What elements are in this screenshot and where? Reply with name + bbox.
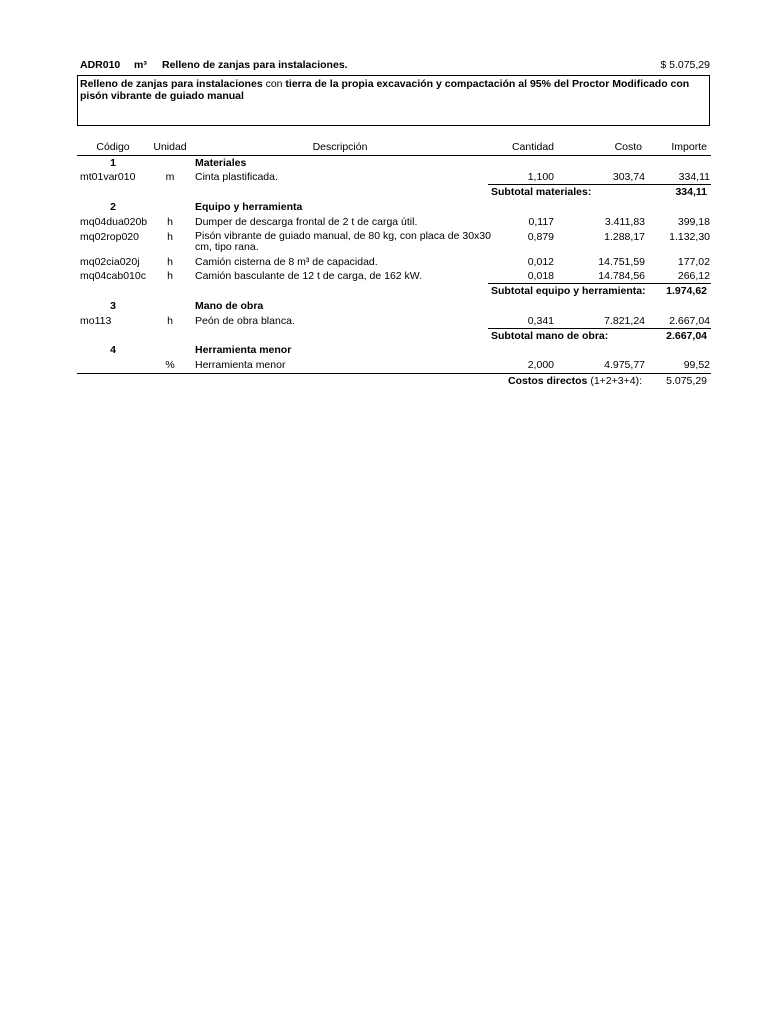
table-bottom-divider: [77, 373, 711, 374]
row-unidad: %: [165, 359, 175, 371]
row-codigo: mo113: [80, 315, 112, 327]
section-title: Materiales: [195, 157, 247, 169]
row-unidad: h: [167, 315, 173, 327]
row-codigo: mq04dua020b: [80, 216, 148, 228]
subtotal-label: Subtotal mano de obra:: [491, 330, 609, 342]
row-importe: 399,18: [677, 216, 710, 228]
row-costo: 7.821,24: [604, 315, 645, 327]
row-unidad: h: [167, 256, 173, 268]
item-price: $ 5.075,29: [660, 59, 710, 71]
subtotal-value: 334,11: [675, 186, 707, 198]
description-title: Relleno de zanjas para instalaciones: [80, 78, 263, 90]
description-connector: con: [262, 78, 286, 90]
subtotal-divider: [488, 184, 711, 185]
row-costo: 14.751,59: [598, 256, 645, 268]
row-descripcion: Pisón vibrante de guiado manual, de 80 kg, con placa de 30x30 cm, tipo rana.: [195, 230, 491, 253]
row-unidad: h: [167, 231, 173, 243]
row-cantidad: 1,100: [527, 171, 554, 183]
column-header-descripcion: Descripción: [312, 141, 368, 153]
row-importe: 1.132,30: [669, 231, 710, 243]
item-code: ADR010: [80, 59, 121, 71]
total-value: 5.075,29: [666, 375, 707, 387]
description-body: tierra de la propia excavación y compactación al 95% del Proctor Modificado con pisón vibrante de guiado manual: [80, 78, 690, 102]
row-descripcion: Herramienta menor: [195, 359, 286, 371]
row-descripcion: Camión basculante de 12 t de carga, de 162 kW.: [195, 270, 423, 282]
row-cantidad: 0,341: [527, 315, 554, 327]
row-unidad: m: [165, 171, 175, 183]
row-codigo: mq02cia020j: [80, 256, 140, 268]
row-descripcion: Camión cisterna de 8 m³ de capacidad.: [195, 256, 378, 268]
row-codigo: mt01var010: [80, 171, 136, 183]
row-cantidad: 0,117: [528, 216, 554, 228]
section-number: 3: [110, 300, 116, 312]
item-title: Relleno de zanjas para instalaciones.: [162, 59, 348, 71]
column-header-costo: Costo: [614, 141, 642, 153]
row-costo: 3.411,83: [604, 216, 645, 228]
section-title: Equipo y herramienta: [195, 201, 303, 213]
row-unidad: h: [167, 216, 173, 228]
row-costo: 1.288,17: [604, 231, 645, 243]
row-importe: 177,02: [677, 256, 710, 268]
row-importe: 2.667,04: [669, 315, 710, 327]
section-title: Mano de obra: [195, 300, 264, 312]
section-number: 2: [110, 201, 116, 213]
row-cantidad: 0,018: [527, 270, 554, 282]
subtotal-divider: [488, 283, 711, 284]
subtotal-divider: [488, 328, 711, 329]
column-header-codigo: Código: [96, 141, 130, 153]
column-header-cantidad: Cantidad: [511, 141, 554, 153]
item-unit: m³: [134, 59, 147, 71]
row-costo: 14.784,56: [598, 270, 645, 282]
row-codigo: mq04cab010c: [80, 270, 146, 282]
total-formula: (1+2+3+4):: [587, 375, 642, 387]
row-codigo: mq02rop020: [80, 231, 139, 243]
row-cantidad: 0,012: [527, 256, 554, 268]
row-descripcion: Peón de obra blanca.: [195, 315, 295, 327]
description-box: [77, 75, 710, 126]
column-header-unidad: Unidad: [153, 141, 187, 153]
row-importe: 334,11: [678, 171, 710, 183]
row-descripcion: Dumper de descarga frontal de 2 t de carga útil.: [195, 216, 418, 228]
row-descripcion: Cinta plastificada.: [195, 171, 278, 183]
header-divider: [77, 155, 711, 156]
row-unidad: h: [167, 270, 173, 282]
column-header-importe: Importe: [671, 141, 707, 153]
section-number: 1: [110, 157, 116, 169]
subtotal-value: 2.667,04: [666, 330, 707, 342]
subtotal-label: Subtotal materiales:: [491, 186, 592, 198]
subtotal-value: 1.974,62: [666, 285, 707, 297]
total-label: [430, 375, 642, 387]
subtotal-label: Subtotal equipo y herramienta:: [491, 285, 646, 297]
total-label-text: Costos directos: [508, 375, 588, 387]
row-cantidad: 2,000: [527, 359, 554, 371]
row-importe: 99,52: [683, 359, 710, 371]
row-importe: 266,12: [677, 270, 710, 282]
row-cantidad: 0,879: [527, 231, 554, 243]
section-title: Herramienta menor: [195, 344, 292, 356]
row-costo: 303,74: [612, 171, 645, 183]
section-number: 4: [110, 344, 116, 356]
row-costo: 4.975,77: [604, 359, 645, 371]
